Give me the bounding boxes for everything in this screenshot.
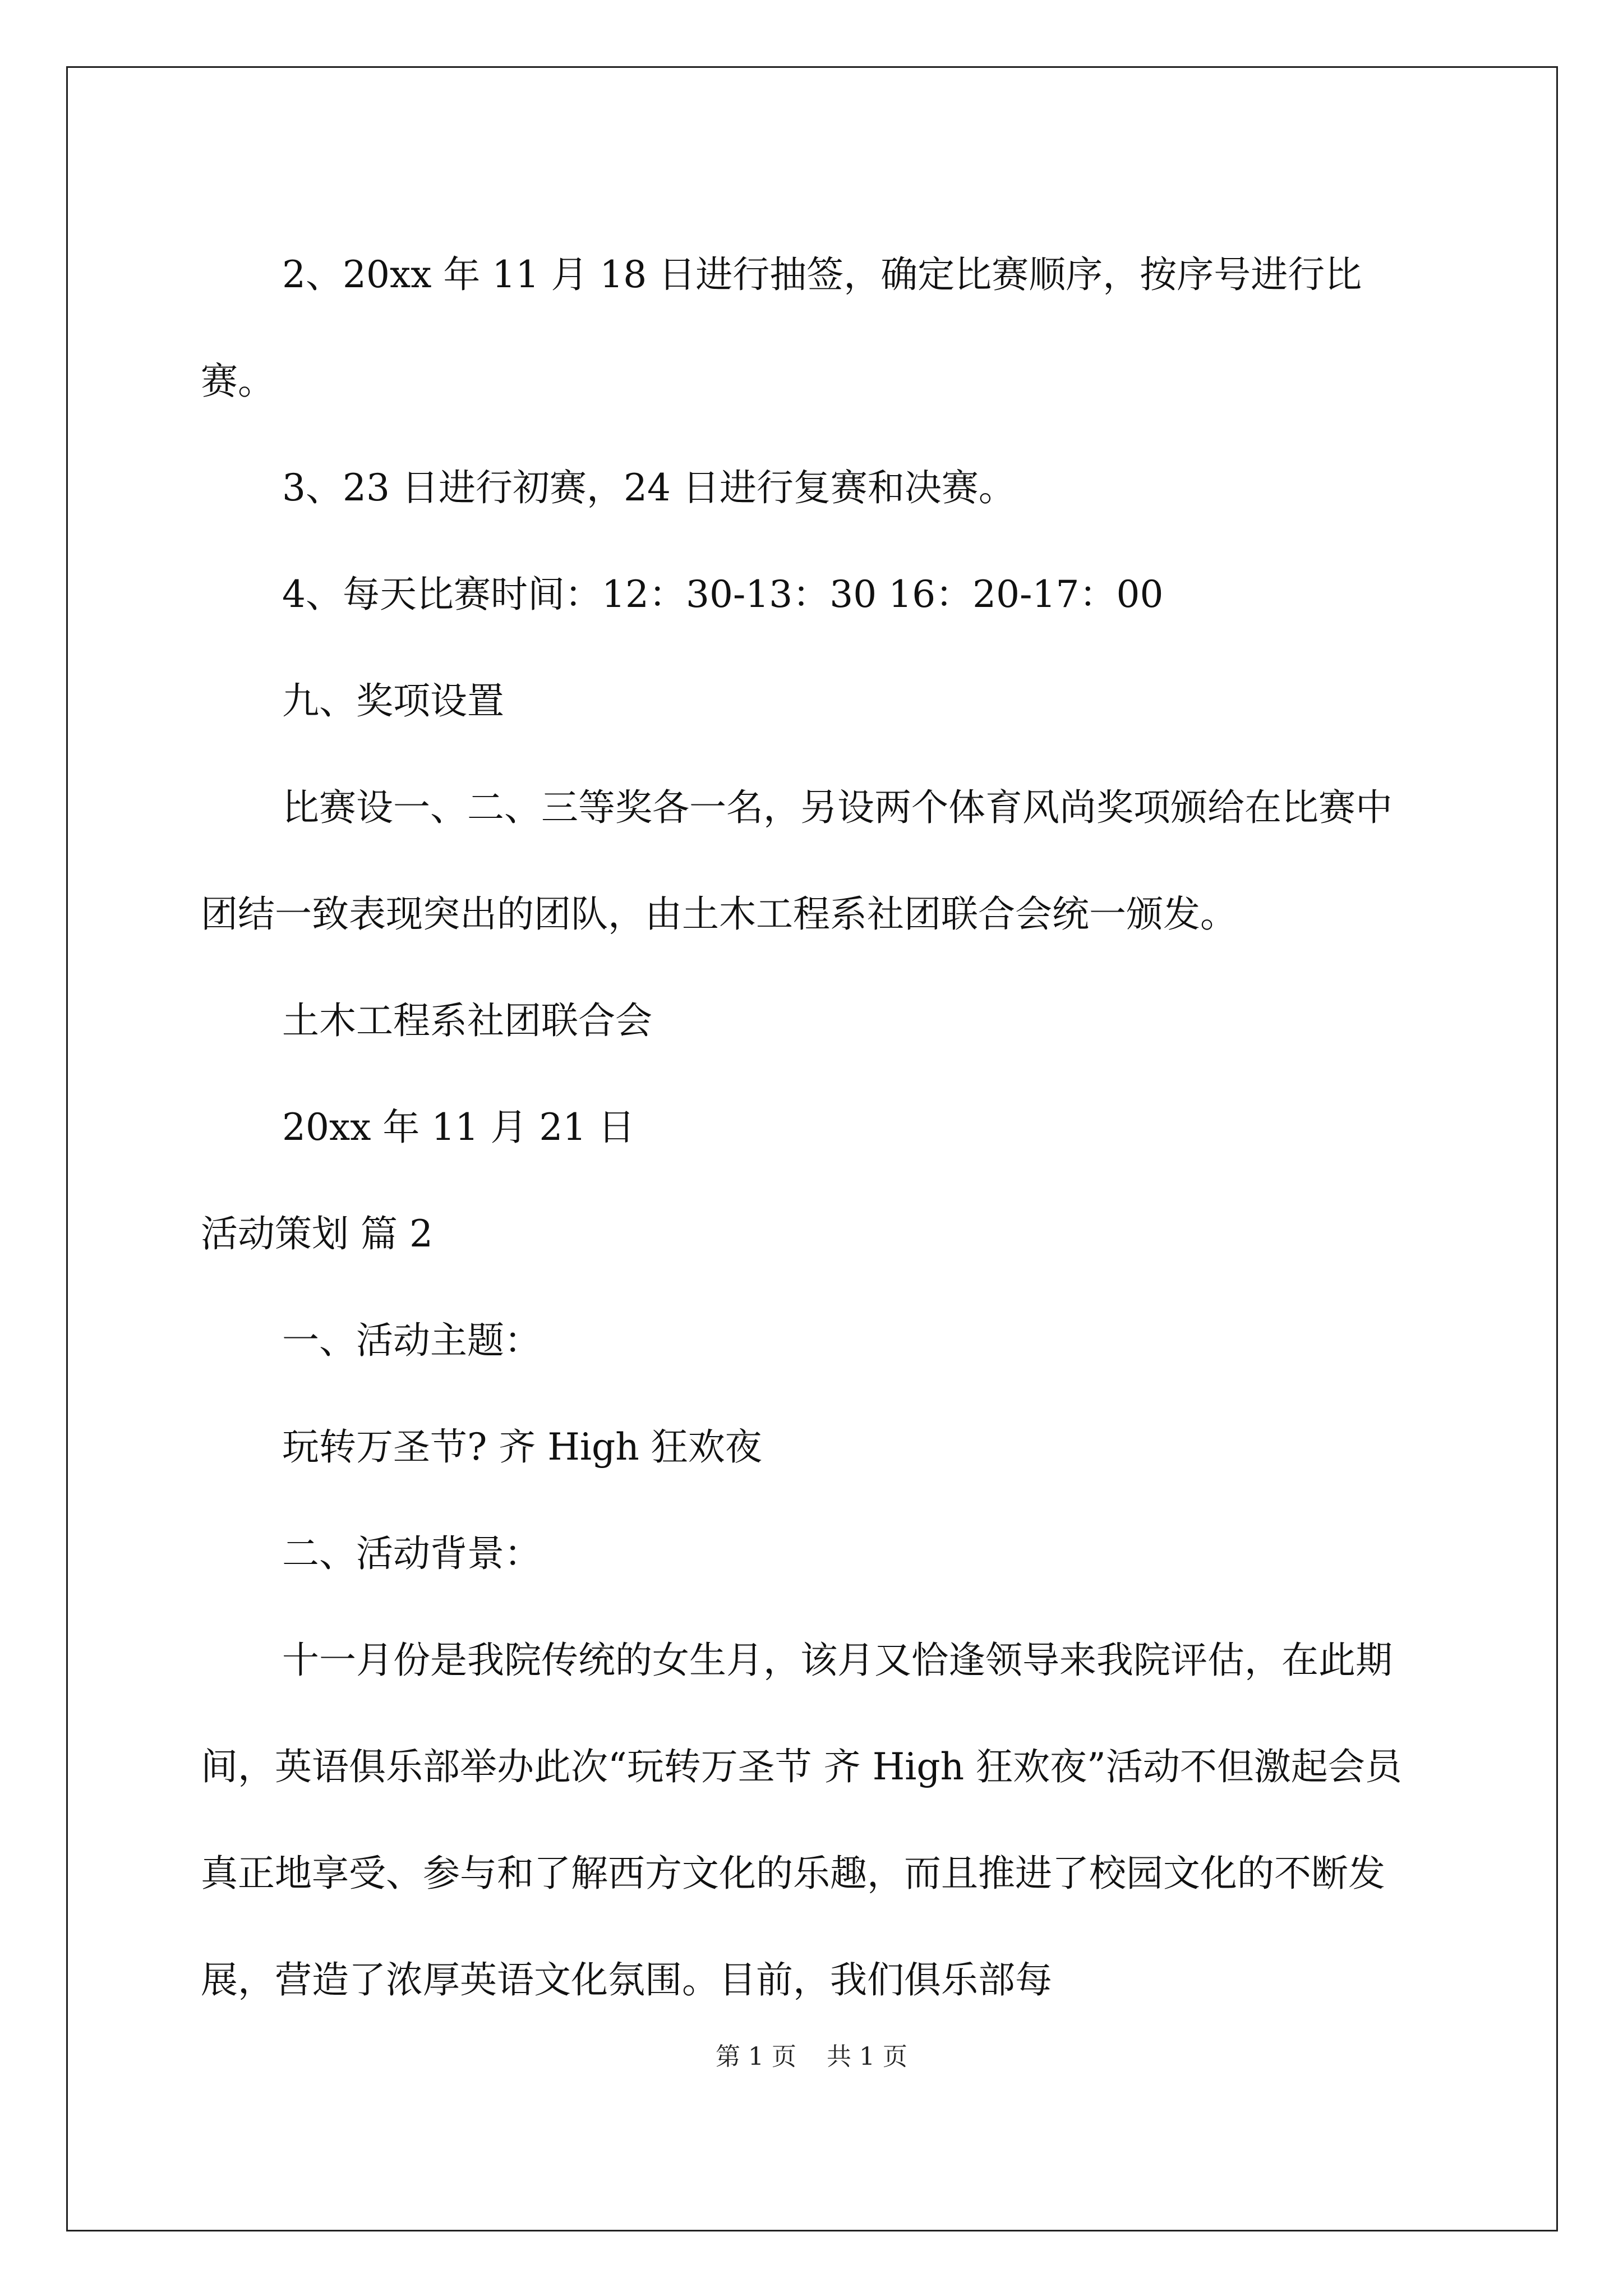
paragraph-theme: 玩转万圣节? 齐 High 狂欢夜 [282,1425,762,1469]
page-number: 第 1 页 [716,2042,796,2071]
paragraph-awards: 比赛设一、二、三等奖各一名，另设两个体育风尚奖项颁给在比赛中团结一致表现突出的团队，由土木工程系社团联合会统一颁发。 [201,786,1393,936]
section-heading-theme: 一、活动主题： [282,1319,541,1362]
section-heading-awards: 九、奖项设置 [282,679,504,723]
signature-date: 20xx 年 11 月 21 日 [282,1106,635,1149]
paragraph-rounds: 3、23 日进行初赛，24 日进行复赛和决赛。 [282,466,1016,509]
paragraph-daily-time: 4、每天比赛时间：12：30-13：30 16：20-17：00 [282,573,1164,616]
page-total: 共 1 页 [827,2042,907,2071]
paragraph-draw-schedule: 2、20xx 年 11 月 18 日进行抽签，确定比赛顺序，按序号进行比赛。 [201,253,1362,403]
page-footer [0,2036,1623,2072]
section-heading-background: 二、活动背景： [282,1532,541,1575]
paragraph-background: 十一月份是我院传统的女生月，该月又恰逢领导来我院评估，在此期间，英语俱乐部举办此次“玩转万圣节 齐 High 狂欢夜”活动不但激起会员真正地享受、参与和了解西方文化的乐趣，而且推进了校园文化的不断发展，营造了浓厚英语文化氛围。目前，我们俱乐部每 [201,1639,1402,2001]
signature-organization: 土木工程系社团联合会 [282,999,652,1042]
section-title-plan-2: 活动策划 篇 2 [201,1212,433,1255]
document-body [201,222,1429,2033]
